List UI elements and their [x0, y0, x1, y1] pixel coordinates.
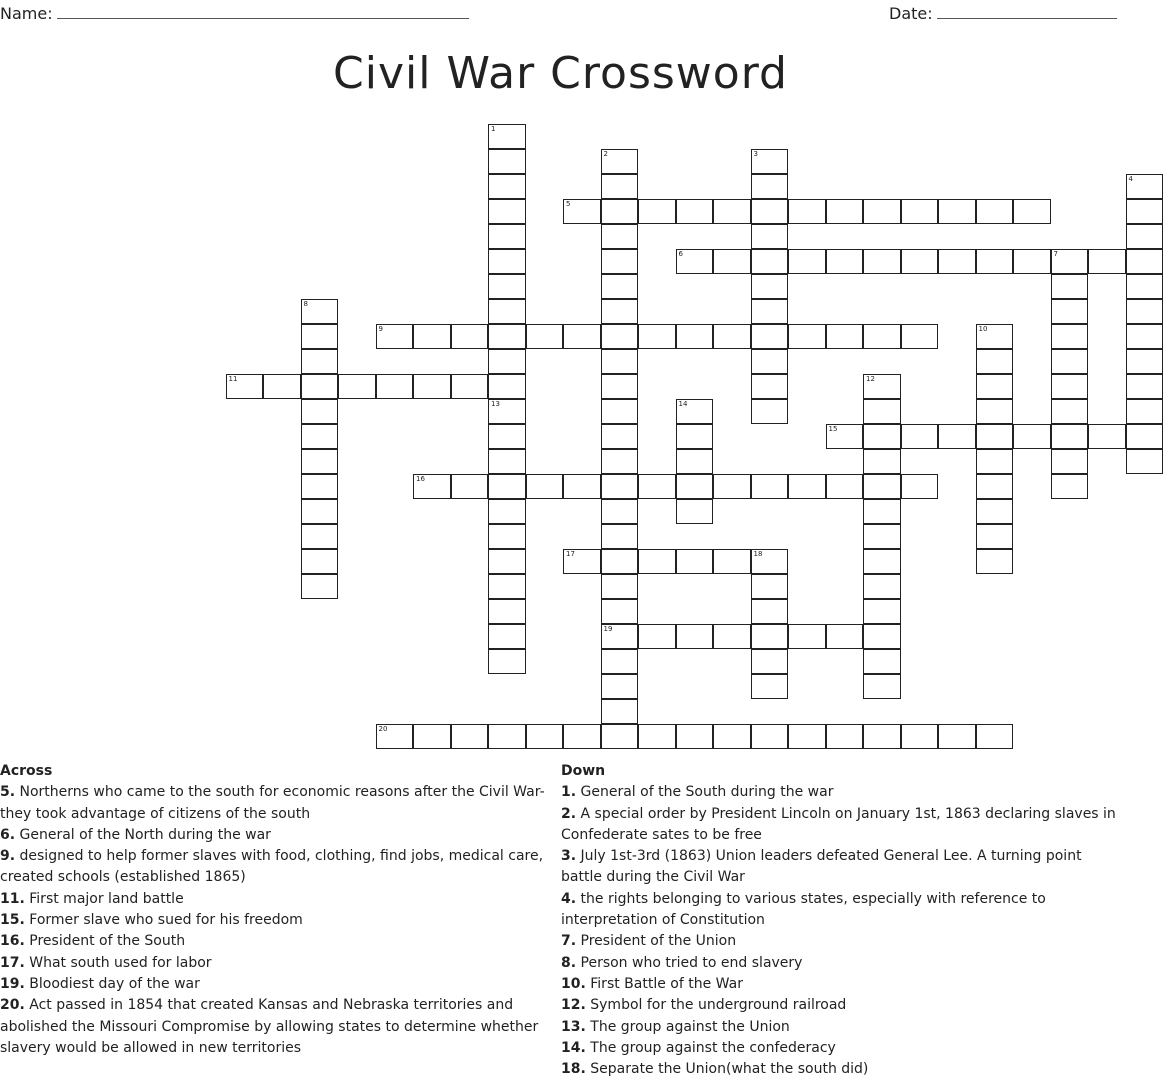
- grid-cell[interactable]: [488, 149, 526, 174]
- grid-cell[interactable]: [863, 724, 901, 749]
- down-clue: [561, 995, 1119, 1016]
- grid-cell[interactable]: [976, 249, 1014, 274]
- grid-cell[interactable]: [301, 399, 339, 424]
- clue-number: 15: [828, 425, 838, 433]
- clue-text: Symbol for the underground railroad: [585, 997, 847, 1014]
- grid-cell[interactable]: [601, 599, 639, 624]
- grid-cell[interactable]: [676, 424, 714, 449]
- grid-cell[interactable]: [826, 474, 864, 499]
- grid-cell[interactable]: [863, 324, 901, 349]
- down-clue: [561, 974, 1119, 995]
- clue-number-label: 8.: [561, 954, 577, 971]
- grid-cell[interactable]: [563, 549, 601, 574]
- grid-cell[interactable]: [676, 449, 714, 474]
- grid-cell[interactable]: [601, 274, 639, 299]
- grid-cell[interactable]: [488, 424, 526, 449]
- clue-number-label: 10.: [561, 975, 586, 992]
- grid-cell[interactable]: [676, 499, 714, 524]
- clue-text: First Battle of the War: [585, 975, 743, 992]
- grid-cell[interactable]: [1126, 224, 1163, 249]
- grid-cell[interactable]: [488, 649, 526, 674]
- clue-number-label: 5.: [0, 784, 16, 801]
- clue-number-label: 3.: [561, 848, 577, 865]
- clue-number-label: 9.: [0, 848, 16, 865]
- grid-cell[interactable]: [713, 624, 751, 649]
- clue-number-label: 20.: [0, 997, 25, 1014]
- grid-cell[interactable]: [488, 499, 526, 524]
- down-clue: [561, 804, 1119, 847]
- grid-cell[interactable]: [751, 174, 789, 199]
- clue-number-label: 19.: [0, 975, 25, 992]
- grid-cell[interactable]: [863, 524, 901, 549]
- clue-number: 9: [378, 325, 383, 333]
- grid-cell[interactable]: [301, 499, 339, 524]
- grid-cell[interactable]: [488, 549, 526, 574]
- grid-cell[interactable]: [1126, 449, 1163, 474]
- clue-number: 20: [378, 725, 388, 733]
- grid-cell[interactable]: [976, 399, 1014, 424]
- grid-cell[interactable]: [751, 599, 789, 624]
- grid-cell[interactable]: [826, 624, 864, 649]
- grid-cell[interactable]: [601, 174, 639, 199]
- clue-number: 7: [1053, 250, 1058, 258]
- grid-cell[interactable]: [413, 474, 451, 499]
- grid-cell[interactable]: [751, 349, 789, 374]
- grid-cell[interactable]: [638, 324, 676, 349]
- grid-cell[interactable]: [488, 449, 526, 474]
- grid-cell[interactable]: [601, 374, 639, 399]
- date-field[interactable]: [889, 4, 1117, 23]
- clue-text: Bloodiest day of the war: [24, 975, 200, 992]
- grid-cell[interactable]: [751, 149, 789, 174]
- grid-cell[interactable]: [601, 524, 639, 549]
- grid-cell[interactable]: [601, 724, 639, 749]
- grid-cell[interactable]: [1051, 274, 1089, 299]
- grid-cell[interactable]: [863, 549, 901, 574]
- grid-cell[interactable]: [376, 724, 414, 749]
- grid-cell[interactable]: [713, 549, 751, 574]
- across-clue: [0, 889, 557, 910]
- grid-cell[interactable]: [488, 574, 526, 599]
- grid-cell[interactable]: [1051, 349, 1089, 374]
- clue-number: 14: [678, 400, 688, 408]
- grid-cell[interactable]: [676, 399, 714, 424]
- grid-cell[interactable]: [788, 249, 826, 274]
- grid-cell[interactable]: [601, 324, 639, 349]
- grid-cell[interactable]: [376, 374, 414, 399]
- grid-cell[interactable]: [488, 199, 526, 224]
- clue-text: A special order by President Lincoln on January 1st, 1863 declaring slaves in Confederate sates to be free: [561, 805, 1116, 843]
- grid-cell[interactable]: [413, 724, 451, 749]
- grid-cell[interactable]: [488, 299, 526, 324]
- grid-cell[interactable]: [863, 474, 901, 499]
- grid-cell[interactable]: [488, 224, 526, 249]
- grid-cell[interactable]: [413, 324, 451, 349]
- grid-cell[interactable]: [451, 724, 489, 749]
- grid-cell[interactable]: [1126, 349, 1163, 374]
- grid-cell[interactable]: [488, 324, 526, 349]
- across-clue: [0, 846, 557, 889]
- down-clue-list: [561, 782, 1119, 1080]
- grid-cell[interactable]: [976, 524, 1014, 549]
- clue-number-label: 11.: [0, 890, 25, 907]
- grid-cell[interactable]: [938, 724, 976, 749]
- grid-cell[interactable]: [901, 424, 939, 449]
- down-clue: [561, 1038, 1119, 1059]
- clue-number-label: 13.: [561, 1018, 586, 1035]
- clue-number: 12: [866, 375, 875, 383]
- across-clues: [0, 761, 557, 1059]
- grid-cell[interactable]: [488, 599, 526, 624]
- grid-cell[interactable]: [976, 449, 1014, 474]
- clue-number: 11: [228, 375, 238, 383]
- clue-text: July 1st-3rd (1863) Union leaders defeated General Lee. A turning point battle during the Civil War: [561, 848, 1082, 886]
- clue-text: Person who tried to end slavery: [576, 954, 803, 971]
- down-clue: [561, 889, 1119, 932]
- grid-cell[interactable]: [788, 199, 826, 224]
- grid-cell[interactable]: [751, 374, 789, 399]
- grid-cell[interactable]: [676, 549, 714, 574]
- grid-cell[interactable]: [863, 399, 901, 424]
- grid-cell[interactable]: [1013, 424, 1051, 449]
- down-clue: [561, 782, 1119, 803]
- grid-cell[interactable]: [301, 424, 339, 449]
- across-clue: [0, 782, 557, 825]
- clue-number: 1: [491, 125, 496, 133]
- grid-cell[interactable]: [863, 649, 901, 674]
- clue-text: designed to help former slaves with food, clothing, find jobs, medical care, created schools (established 1865): [0, 848, 544, 886]
- grid-cell[interactable]: [1013, 199, 1051, 224]
- grid-cell[interactable]: [1051, 449, 1089, 474]
- grid-cell[interactable]: [1051, 374, 1089, 399]
- grid-cell[interactable]: [676, 724, 714, 749]
- grid-cell[interactable]: [676, 199, 714, 224]
- down-clue: [561, 846, 1119, 889]
- name-input-line[interactable]: [57, 4, 469, 19]
- grid-cell[interactable]: [526, 474, 564, 499]
- grid-cell[interactable]: [601, 649, 639, 674]
- grid-cell[interactable]: [488, 349, 526, 374]
- grid-cell[interactable]: [901, 724, 939, 749]
- grid-cell[interactable]: [863, 499, 901, 524]
- grid-cell[interactable]: [1051, 424, 1089, 449]
- grid-cell[interactable]: [676, 324, 714, 349]
- grid-cell[interactable]: [601, 474, 639, 499]
- grid-cell[interactable]: [301, 299, 339, 324]
- grid-cell[interactable]: [901, 249, 939, 274]
- grid-cell[interactable]: [413, 374, 451, 399]
- grid-cell[interactable]: [301, 524, 339, 549]
- grid-cell[interactable]: [863, 199, 901, 224]
- grid-cell[interactable]: [863, 374, 901, 399]
- across-clue: [0, 974, 557, 995]
- grid-cell[interactable]: [601, 299, 639, 324]
- grid-cell[interactable]: [601, 699, 639, 724]
- grid-cell[interactable]: [301, 449, 339, 474]
- clue-text: Former slave who sued for his freedom: [24, 912, 303, 929]
- down-clue: [561, 1017, 1119, 1038]
- grid-cell[interactable]: [826, 324, 864, 349]
- grid-cell[interactable]: [751, 199, 789, 224]
- grid-cell[interactable]: [1051, 399, 1089, 424]
- clue-number-label: 15.: [0, 912, 25, 929]
- name-label: Name:: [0, 4, 53, 23]
- grid-cell[interactable]: [938, 424, 976, 449]
- clue-number: 4: [1128, 175, 1133, 183]
- down-clue: [561, 953, 1119, 974]
- grid-cell[interactable]: [788, 474, 826, 499]
- grid-cell[interactable]: [1013, 249, 1051, 274]
- grid-cell[interactable]: [563, 474, 601, 499]
- grid-cell[interactable]: [713, 324, 751, 349]
- grid-cell[interactable]: [301, 324, 339, 349]
- grid-cell[interactable]: [751, 299, 789, 324]
- grid-cell[interactable]: [226, 374, 264, 399]
- grid-cell[interactable]: [601, 674, 639, 699]
- grid-cell[interactable]: [976, 349, 1014, 374]
- clue-number: 6: [678, 250, 683, 258]
- grid-cell[interactable]: [938, 199, 976, 224]
- grid-cell[interactable]: [751, 649, 789, 674]
- grid-cell[interactable]: [863, 624, 901, 649]
- clue-number: 16: [416, 475, 425, 483]
- grid-cell[interactable]: [451, 374, 489, 399]
- grid-cell[interactable]: [976, 549, 1014, 574]
- grid-cell[interactable]: [301, 574, 339, 599]
- clue-text: First major land battle: [24, 890, 184, 907]
- grid-cell[interactable]: [676, 624, 714, 649]
- grid-cell[interactable]: [863, 674, 901, 699]
- grid-cell[interactable]: [601, 624, 639, 649]
- clue-number: 2: [603, 150, 608, 158]
- down-clue: [561, 1059, 1119, 1080]
- grid-cell[interactable]: [488, 174, 526, 199]
- clue-number: 19: [603, 625, 613, 633]
- clue-text: General of the North during the war: [15, 826, 271, 843]
- grid-cell[interactable]: [451, 474, 489, 499]
- grid-cell[interactable]: [638, 199, 676, 224]
- grid-cell[interactable]: [601, 249, 639, 274]
- grid-cell[interactable]: [976, 424, 1014, 449]
- grid-cell[interactable]: [863, 249, 901, 274]
- across-clue: [0, 995, 557, 1059]
- grid-cell[interactable]: [301, 349, 339, 374]
- grid-cell[interactable]: [638, 624, 676, 649]
- grid-cell[interactable]: [526, 724, 564, 749]
- grid-cell[interactable]: [1126, 199, 1163, 224]
- grid-cell[interactable]: [301, 474, 339, 499]
- grid-cell[interactable]: [488, 724, 526, 749]
- grid-cell[interactable]: [601, 549, 639, 574]
- grid-cell[interactable]: [713, 474, 751, 499]
- grid-cell[interactable]: [751, 574, 789, 599]
- down-heading: Down: [561, 763, 606, 779]
- grid-cell[interactable]: [638, 549, 676, 574]
- grid-cell[interactable]: [488, 249, 526, 274]
- clue-text: Northerns who came to the south for economic reasons after the Civil War-they took advantage of citizens of the south: [0, 784, 545, 822]
- clue-text: General of the South during the war: [576, 784, 834, 801]
- grid-cell[interactable]: [1126, 324, 1163, 349]
- grid-cell[interactable]: [863, 599, 901, 624]
- grid-cell[interactable]: [1126, 399, 1163, 424]
- grid-cell[interactable]: [601, 449, 639, 474]
- clue-number: 3: [753, 150, 758, 158]
- grid-cell[interactable]: [976, 474, 1014, 499]
- grid-cell[interactable]: [563, 199, 601, 224]
- clue-number: 18: [753, 550, 763, 558]
- grid-cell[interactable]: [301, 374, 339, 399]
- clue-number-label: 16.: [0, 933, 25, 950]
- clue-number-label: 7.: [561, 933, 577, 950]
- grid-cell[interactable]: [826, 724, 864, 749]
- grid-cell[interactable]: [751, 399, 789, 424]
- grid-cell[interactable]: [563, 324, 601, 349]
- grid-cell[interactable]: [1126, 424, 1163, 449]
- grid-cell[interactable]: [1126, 299, 1163, 324]
- grid-cell[interactable]: [1051, 474, 1089, 499]
- page-title: Civil War Crossword: [333, 48, 788, 99]
- grid-cell[interactable]: [601, 149, 639, 174]
- grid-cell[interactable]: [788, 624, 826, 649]
- grid-cell[interactable]: [638, 724, 676, 749]
- grid-cell[interactable]: [826, 199, 864, 224]
- grid-cell[interactable]: [863, 449, 901, 474]
- clue-text: Act passed in 1854 that created Kansas and Nebraska territories and abolished the Missouri Compromise by allowing states to determine whether slavery would be allowed in new territories: [0, 997, 539, 1056]
- grid-cell[interactable]: [601, 424, 639, 449]
- grid-cell[interactable]: [601, 574, 639, 599]
- grid-cell[interactable]: [301, 549, 339, 574]
- across-clue-list: [0, 782, 557, 1059]
- down-clues: [561, 761, 1119, 1080]
- grid-cell[interactable]: [751, 224, 789, 249]
- grid-cell[interactable]: [488, 274, 526, 299]
- grid-cell[interactable]: [863, 424, 901, 449]
- grid-cell[interactable]: [863, 574, 901, 599]
- grid-cell[interactable]: [976, 324, 1014, 349]
- grid-cell[interactable]: [751, 274, 789, 299]
- grid-cell[interactable]: [751, 674, 789, 699]
- grid-cell[interactable]: [488, 624, 526, 649]
- clue-text: Separate the Union(what the south did): [585, 1061, 869, 1078]
- grid-cell[interactable]: [751, 249, 789, 274]
- grid-cell[interactable]: [751, 549, 789, 574]
- grid-cell[interactable]: [601, 499, 639, 524]
- clue-number-label: 18.: [561, 1061, 586, 1078]
- across-clue: [0, 910, 557, 931]
- grid-cell[interactable]: [826, 249, 864, 274]
- across-clue: [0, 825, 557, 846]
- clue-text: The group against the confederacy: [585, 1039, 836, 1056]
- grid-cell[interactable]: [826, 424, 864, 449]
- down-clue: [561, 931, 1119, 952]
- grid-cell[interactable]: [976, 374, 1014, 399]
- clue-number-label: 1.: [561, 784, 577, 801]
- grid-cell[interactable]: [1126, 249, 1163, 274]
- grid-cell[interactable]: [488, 374, 526, 399]
- clue-number-label: 4.: [561, 890, 577, 907]
- grid-cell[interactable]: [1088, 249, 1126, 274]
- date-input-line[interactable]: [937, 4, 1117, 19]
- clue-number-label: 12.: [561, 997, 586, 1014]
- grid-cell[interactable]: [1051, 249, 1089, 274]
- grid-cell[interactable]: [1088, 424, 1126, 449]
- clue-number-label: 2.: [561, 805, 577, 822]
- grid-cell[interactable]: [713, 249, 751, 274]
- grid-cell[interactable]: [601, 399, 639, 424]
- clue-number: 8: [303, 300, 308, 308]
- grid-cell[interactable]: [526, 324, 564, 349]
- grid-cell[interactable]: [976, 724, 1014, 749]
- clue-text: President of the South: [24, 933, 186, 950]
- grid-cell[interactable]: [488, 124, 526, 149]
- grid-cell[interactable]: [676, 474, 714, 499]
- clue-number-label: 14.: [561, 1039, 586, 1056]
- grid-cell[interactable]: [451, 324, 489, 349]
- clue-number: 5: [566, 200, 571, 208]
- clue-text: the rights belonging to various states, especially with reference to interpretation of Constitution: [561, 890, 1046, 929]
- grid-cell[interactable]: [976, 199, 1014, 224]
- grid-cell[interactable]: [901, 324, 939, 349]
- clue-number: 17: [566, 550, 575, 558]
- grid-cell[interactable]: [263, 374, 301, 399]
- grid-cell[interactable]: [901, 199, 939, 224]
- grid-cell[interactable]: [938, 249, 976, 274]
- grid-cell[interactable]: [1051, 324, 1089, 349]
- grid-cell[interactable]: [713, 199, 751, 224]
- grid-cell[interactable]: [676, 249, 714, 274]
- grid-cell[interactable]: [1126, 174, 1163, 199]
- grid-cell[interactable]: [601, 199, 639, 224]
- date-label: Date:: [889, 4, 933, 23]
- grid-cell[interactable]: [488, 524, 526, 549]
- across-clue: [0, 931, 557, 952]
- grid-cell[interactable]: [788, 324, 826, 349]
- clue-text: President of the Union: [576, 933, 737, 950]
- clue-number: 13: [491, 400, 500, 408]
- grid-cell[interactable]: [713, 724, 751, 749]
- grid-cell[interactable]: [976, 499, 1014, 524]
- across-clue: [0, 953, 557, 974]
- grid-cell[interactable]: [1126, 374, 1163, 399]
- grid-cell[interactable]: [751, 624, 789, 649]
- clue-number-label: 17.: [0, 954, 25, 971]
- grid-cell[interactable]: [601, 224, 639, 249]
- grid-cell[interactable]: [1051, 299, 1089, 324]
- clue-number: 10: [978, 325, 988, 333]
- grid-cell[interactable]: [751, 474, 789, 499]
- grid-cell[interactable]: [376, 324, 414, 349]
- grid-cell[interactable]: [788, 724, 826, 749]
- across-heading: Across: [0, 763, 53, 779]
- clue-number-label: 6.: [0, 826, 16, 843]
- name-field[interactable]: [0, 4, 469, 23]
- grid-cell[interactable]: [488, 474, 526, 499]
- grid-cell[interactable]: [638, 474, 676, 499]
- grid-cell[interactable]: [601, 349, 639, 374]
- clue-text: What south used for labor: [24, 954, 212, 971]
- grid-cell[interactable]: [901, 474, 939, 499]
- grid-cell[interactable]: [488, 399, 526, 424]
- clue-text: The group against the Union: [585, 1018, 790, 1035]
- grid-cell[interactable]: [751, 724, 789, 749]
- grid-cell[interactable]: [1126, 274, 1163, 299]
- grid-cell[interactable]: [751, 324, 789, 349]
- grid-cell[interactable]: [563, 724, 601, 749]
- grid-cell[interactable]: [338, 374, 376, 399]
